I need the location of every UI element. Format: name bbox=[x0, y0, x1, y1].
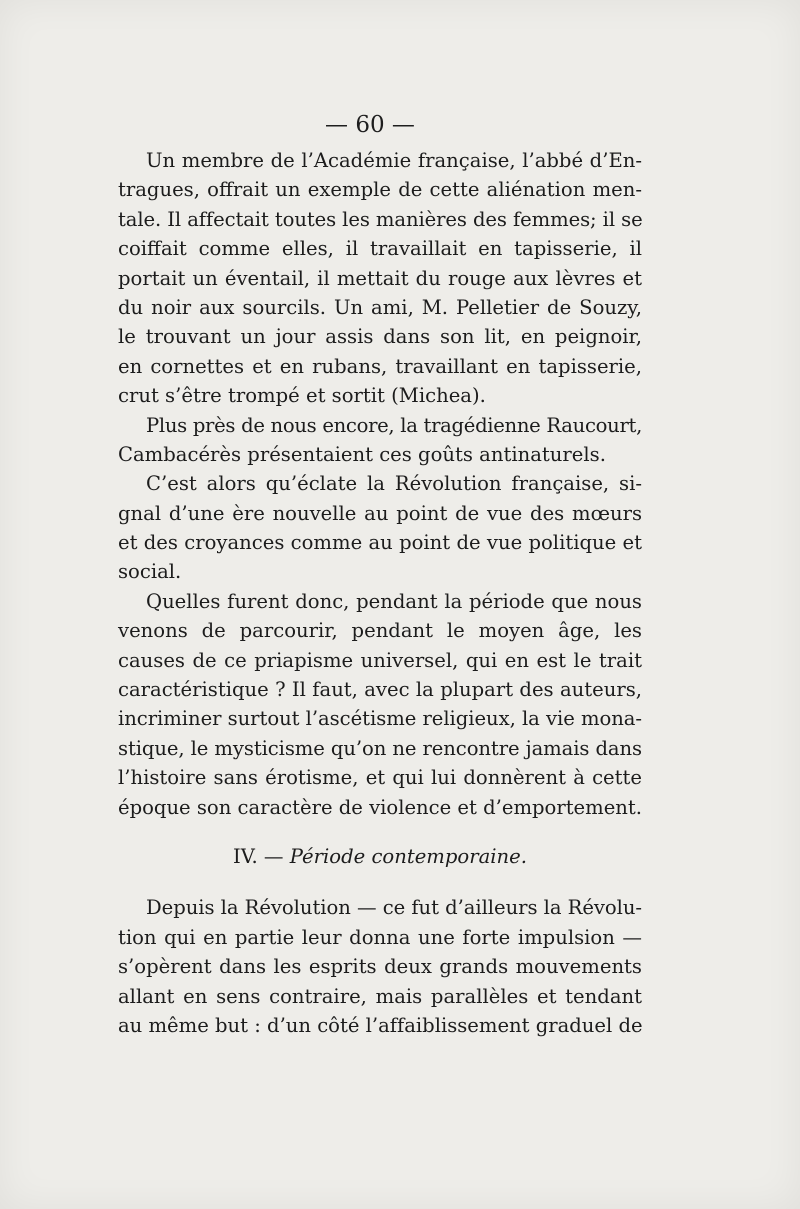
text-line: stique, le mysticisme qu’on ne rencontre jamais dans bbox=[118, 736, 642, 760]
page-body bbox=[118, 146, 642, 1040]
text-line: le trouvant un jour assis dans son lit, en peignoir, bbox=[118, 325, 642, 349]
text-line: du noir aux sourcils. Un ami, M. Pelletier de Souzy, bbox=[118, 295, 642, 319]
text-line: incriminer surtout l’ascétisme religieux, la vie mona- bbox=[118, 707, 642, 731]
text-line: Depuis la Révolution — ce fut d’ailleurs la Révolu- bbox=[146, 896, 642, 920]
paragraph bbox=[118, 146, 642, 411]
text-line: C’est alors qu’éclate la Révolution française, si- bbox=[146, 472, 642, 496]
text-line: causes de ce priapisme universel, qui en est le trait bbox=[118, 648, 642, 672]
text-line: et des croyances comme au point de vue politique et bbox=[118, 531, 642, 555]
paragraph bbox=[118, 469, 642, 587]
text-line: Quelles furent donc, pendant la période que nous bbox=[146, 589, 642, 613]
section-heading-number: IV. — bbox=[233, 844, 284, 868]
text-line: portait un éventail, il mettait du rouge aux lèvres et bbox=[118, 266, 642, 290]
text-line: Un membre de l’Académie française, l’abbé d’En- bbox=[146, 149, 642, 172]
paragraph bbox=[118, 587, 642, 822]
text-line: l’histoire sans érotisme, et qui lui donnèrent à cette bbox=[118, 766, 642, 790]
text-line: au même but : d’un côté l’affaiblissement graduel de bbox=[118, 1013, 643, 1037]
text-line: allant en sens contraire, mais parallèles et tendant bbox=[118, 984, 642, 1008]
text-line: gnal d’une ère nouvelle au point de vue des mœurs bbox=[118, 501, 642, 525]
section-heading-title: Période contemporaine. bbox=[289, 844, 527, 868]
page-number: — 60 — bbox=[325, 112, 415, 138]
text-line: Cambacérès présentaient ces goûts antinaturels. bbox=[118, 442, 606, 466]
text-line: venons de parcourir, pendant le moyen âge, les bbox=[118, 619, 642, 643]
section-heading bbox=[118, 842, 642, 871]
paragraph bbox=[118, 893, 642, 1040]
text-line: époque son caractère de violence et d’emportement. bbox=[118, 795, 642, 819]
text-line: en cornettes et en rubans, travaillant en tapisserie, bbox=[118, 354, 642, 378]
text-line: caractéristique ? Il faut, avec la plupart des auteurs, bbox=[118, 678, 642, 702]
text-line: s’opèrent dans les esprits deux grands mouvements bbox=[118, 955, 642, 979]
text-line: tale. Il affectait toutes les manières des femmes; il se bbox=[118, 207, 643, 231]
text-line: crut s’être trompé et sortit (Michea). bbox=[118, 384, 486, 408]
text-line: tion qui en partie leur donna une forte impulsion — bbox=[118, 925, 642, 949]
text-line: social. bbox=[118, 560, 182, 584]
paragraph bbox=[118, 411, 642, 470]
text-line: coiffait comme elles, il travaillait en tapisserie, il bbox=[118, 237, 642, 261]
text-line: tragues, offrait un exemple de cette aliénation men- bbox=[118, 178, 642, 202]
text-line: Plus près de nous encore, la tragédienne Raucourt, bbox=[146, 413, 642, 437]
